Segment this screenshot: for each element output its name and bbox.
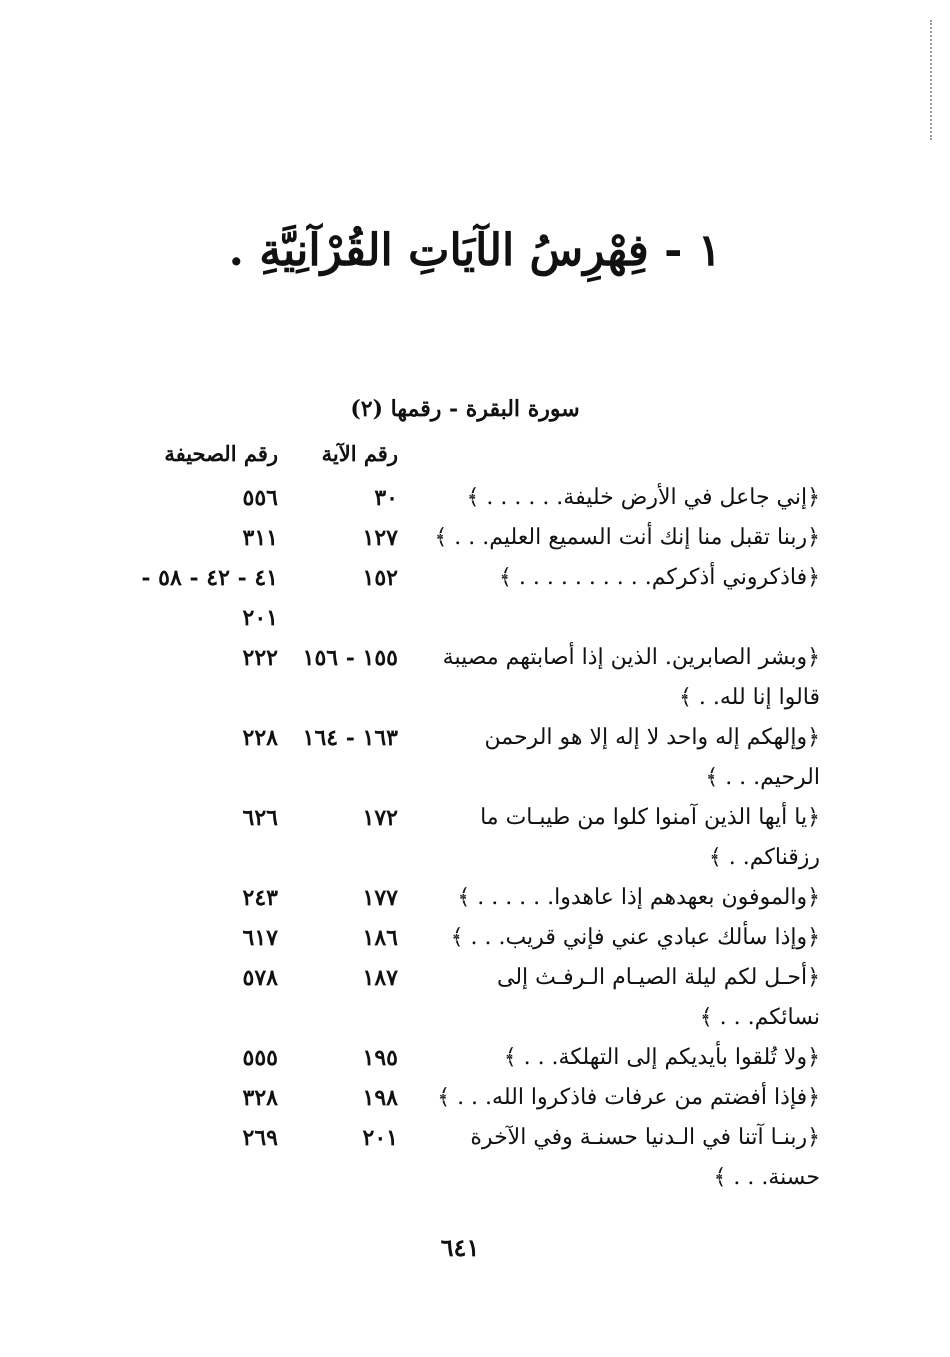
ayah-number: ١٨٧	[362, 965, 398, 991]
page-reference-line: ٣٢٨	[242, 1085, 278, 1111]
verse-line: ﴿إني جاعل في الأرض خليفة. . . . . . ﴾	[466, 485, 820, 510]
index-row	[0, 1118, 950, 1198]
verse-line: قالوا إنا لله. . ﴾	[679, 685, 820, 710]
page-reference-line: ٣١١	[242, 525, 278, 551]
ayah-number: ١٥٥ - ١٥٦	[302, 645, 398, 671]
ayah-number: ٣٠	[374, 485, 398, 511]
index-row	[0, 878, 950, 918]
index-row	[0, 918, 950, 958]
index-row	[0, 1038, 950, 1078]
verse-line: رزقناكم. . ﴾	[708, 845, 820, 870]
index-row	[0, 478, 950, 518]
ayah-number: ١٩٨	[362, 1085, 398, 1111]
index-row	[0, 1078, 950, 1118]
page-reference-line: ٥٥٦	[242, 485, 278, 511]
page-reference	[138, 918, 278, 958]
ayah-number: ١٨٦	[362, 925, 398, 951]
verse-line: ﴿فإذا أفضتم من عرفات فاذكروا الله. . . ﴾	[437, 1085, 820, 1110]
index-row	[0, 558, 950, 638]
verse-text	[420, 918, 820, 958]
index-row	[0, 638, 950, 718]
verse-line: ﴿ربنـا آتنا في الـدنيا حسنـة وفي الآخرة	[470, 1125, 820, 1150]
verse-line: الرحيم. . . ﴾	[705, 765, 820, 790]
page-reference	[138, 1118, 278, 1158]
page-reference	[138, 1038, 278, 1078]
page-title: ١ - فِهْرِسُ الآيَاتِ القُرْآنِيَّةِ .	[228, 225, 722, 276]
verse-line: ﴿فاذكروني أذكركم. . . . . . . . . . ﴾	[499, 565, 820, 590]
index-row	[0, 518, 950, 558]
page-reference	[138, 478, 278, 518]
page-reference-line: ٥٧٨	[242, 965, 278, 991]
surah-heading: سورة البقرة - رقمها (٢)	[350, 396, 580, 422]
index-row	[0, 958, 950, 1038]
verse-line: ﴿أحـل لكم ليلة الصيـام الـرفـث إلى	[496, 965, 820, 990]
margin-dots	[928, 20, 932, 140]
verse-text	[420, 718, 820, 798]
ayah-number: ١٢٧	[362, 525, 398, 551]
page-reference-line: ٥٥٥	[242, 1045, 278, 1071]
verse-text	[420, 798, 820, 878]
ayah-number: ١٦٣ - ١٦٤	[302, 725, 398, 751]
ayah-column-header: رقم الآية	[321, 441, 398, 466]
page-reference-line: ٢٦٩	[242, 1125, 278, 1151]
verse-text	[420, 1118, 820, 1198]
page-reference	[138, 1078, 278, 1118]
index-row	[0, 798, 950, 878]
page-reference-line: ٢٤٣	[242, 885, 278, 911]
verse-text	[420, 1078, 820, 1118]
ayah-number: ١٥٢	[362, 565, 398, 591]
verse-line: ﴿وإلهكم إله واحد لا إله إلا هو الرحمن	[484, 725, 820, 750]
page-reference-line: ٢٢٢	[242, 645, 278, 671]
page-reference	[138, 518, 278, 558]
index-row	[0, 718, 950, 798]
verse-line: ﴿ربنا تقبل منا إنك أنت السميع العليم. . . ﴾	[434, 525, 820, 550]
page-reference-line: ٦٢٦	[242, 805, 278, 831]
page-reference-line: ٢٠١	[242, 605, 278, 631]
page-reference	[138, 558, 278, 638]
page-reference	[138, 638, 278, 678]
page-reference	[138, 798, 278, 838]
ayah-number: ١٧٢	[362, 805, 398, 831]
ayah-number: ٢٠١	[362, 1125, 398, 1151]
verse-text	[420, 518, 820, 558]
verse-line: نسائكم. . . ﴾	[699, 1005, 820, 1030]
verse-text	[420, 878, 820, 918]
ayah-number: ١٩٥	[362, 1045, 398, 1071]
page-reference-line: ٤١ - ٤٢ - ٥٨ -	[141, 565, 278, 591]
verse-line: ﴿وإذا سألك عبادي عني فإني قريب. . . ﴾	[450, 925, 820, 950]
verse-text	[420, 558, 820, 598]
verse-text	[420, 1038, 820, 1078]
page-reference-line: ٦١٧	[242, 925, 278, 951]
ayah-number: ١٧٧	[362, 885, 398, 911]
verse-text	[420, 958, 820, 1038]
page-reference-line: ٢٢٨	[242, 725, 278, 751]
verse-text	[420, 478, 820, 518]
verse-line: ﴿والموفون بعهدهم إذا عاهدوا. . . . . . ﴾	[457, 885, 820, 910]
verse-line: حسنة. . . ﴾	[713, 1165, 820, 1190]
verse-line: ﴿ولا تُلقوا بأيديكم إلى التهلكة. . . ﴾	[503, 1045, 820, 1070]
page-reference	[138, 958, 278, 998]
page-reference	[138, 718, 278, 758]
page-column-header: رقم الصحيفة	[164, 441, 278, 466]
verse-text	[420, 638, 820, 718]
verse-line: ﴿وبشر الصابرين. الذين إذا أصابتهم مصيبة	[442, 645, 820, 670]
verse-index-table	[0, 478, 950, 1198]
page-reference	[138, 878, 278, 918]
page-number: ٦٤١	[440, 1233, 480, 1262]
verse-line: ﴿يا أيها الذين آمنوا كلوا من طيبـات ما	[480, 805, 820, 830]
